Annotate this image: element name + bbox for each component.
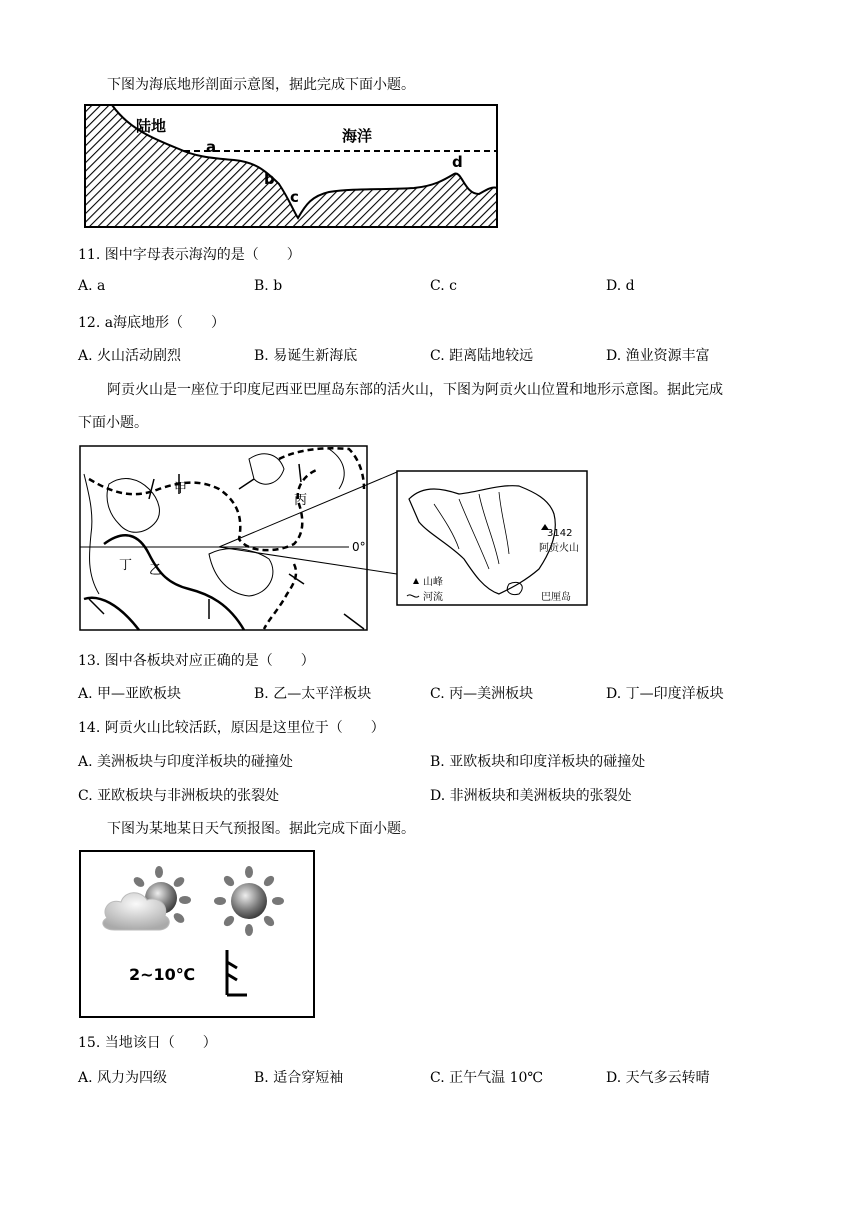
- q12-option-c[interactable]: C. 距离陆地较远: [430, 348, 534, 364]
- q12-option-b[interactable]: B. 易诞生新海底: [254, 348, 358, 364]
- q15-stem: 15. 当地该日（ ）: [78, 1035, 217, 1051]
- plate-yi: 乙: [149, 563, 163, 578]
- legend-peak-label: 山峰: [423, 577, 443, 588]
- letter-d: d: [452, 153, 463, 171]
- ocean-label: 海洋: [342, 127, 373, 145]
- q15-option-b[interactable]: B. 适合穿短袖: [254, 1070, 344, 1086]
- elevation-label: 3142: [547, 528, 573, 539]
- q11-option-d[interactable]: D. d: [606, 278, 635, 294]
- q11-stem: 11. 图中字母表示海沟的是（ ）: [78, 247, 301, 263]
- q13-option-c[interactable]: C. 丙—美洲板块: [430, 686, 534, 702]
- letter-a: a: [206, 138, 217, 156]
- plate-map-figure: [79, 444, 591, 632]
- q11-option-b[interactable]: B. b: [254, 278, 283, 294]
- temperature-label: 2~10℃: [129, 965, 196, 984]
- q13-option-d[interactable]: D. 丁—印度洋板块: [606, 686, 724, 702]
- plate-ding: 丁: [119, 558, 133, 573]
- q11-option-a[interactable]: A. a: [78, 278, 106, 294]
- q14-stem: 14. 阿贡火山比较活跃，原因是这里位于（ ）: [78, 720, 385, 736]
- q14-option-d[interactable]: D. 非洲板块和美洲板块的张裂处: [430, 788, 632, 804]
- seafloor-profile-figure: [84, 104, 498, 228]
- plate-bing: 丙: [294, 493, 308, 508]
- q12-option-d[interactable]: D. 渔业资源丰富: [606, 348, 710, 364]
- section2-intro-line2: 下面小题。: [78, 415, 148, 431]
- q12-option-a[interactable]: A. 火山活动剧烈: [78, 348, 182, 364]
- q11-option-c[interactable]: C. c: [430, 278, 457, 294]
- letter-b: b: [264, 170, 275, 188]
- plate-jia: 甲: [174, 481, 188, 496]
- equator-label: 0°: [352, 540, 366, 554]
- q15-option-a[interactable]: A. 风力为四级: [78, 1070, 168, 1086]
- q15-option-c[interactable]: C. 正午气温 10℃: [430, 1070, 544, 1086]
- section3-intro: 下图为某地某日天气预报图。据此完成下面小题。: [107, 821, 415, 837]
- volcano-label: 阿贡火山: [539, 543, 579, 554]
- island-label: 巴厘岛: [541, 592, 571, 603]
- land-label: 陆地: [136, 117, 167, 135]
- section2-intro-line1: 阿贡火山是一座位于印度尼西亚巴厘岛东部的活火山，下图为阿贡火山位置和地形示意图。据此完成: [107, 382, 723, 398]
- legend-river-label: 河流: [423, 592, 443, 603]
- q12-stem: 12. a海底地形（ ）: [78, 315, 226, 331]
- section1-intro: 下图为海底地形剖面示意图，据此完成下面小题。: [107, 77, 415, 93]
- weather-forecast-figure: [79, 850, 315, 1018]
- q13-option-b[interactable]: B. 乙—太平洋板块: [254, 686, 372, 702]
- q15-option-d[interactable]: D. 天气多云转晴: [606, 1070, 710, 1086]
- q14-option-b[interactable]: B. 亚欧板块和印度洋板块的碰撞处: [430, 754, 646, 770]
- q14-option-c[interactable]: C. 亚欧板块与非洲板块的张裂处: [78, 788, 280, 804]
- q14-option-a[interactable]: A. 美洲板块与印度洋板块的碰撞处: [78, 754, 294, 770]
- q13-stem: 13. 图中各板块对应正确的是（ ）: [78, 653, 315, 669]
- q13-option-a[interactable]: A. 甲—亚欧板块: [78, 686, 182, 702]
- letter-c: c: [290, 188, 299, 206]
